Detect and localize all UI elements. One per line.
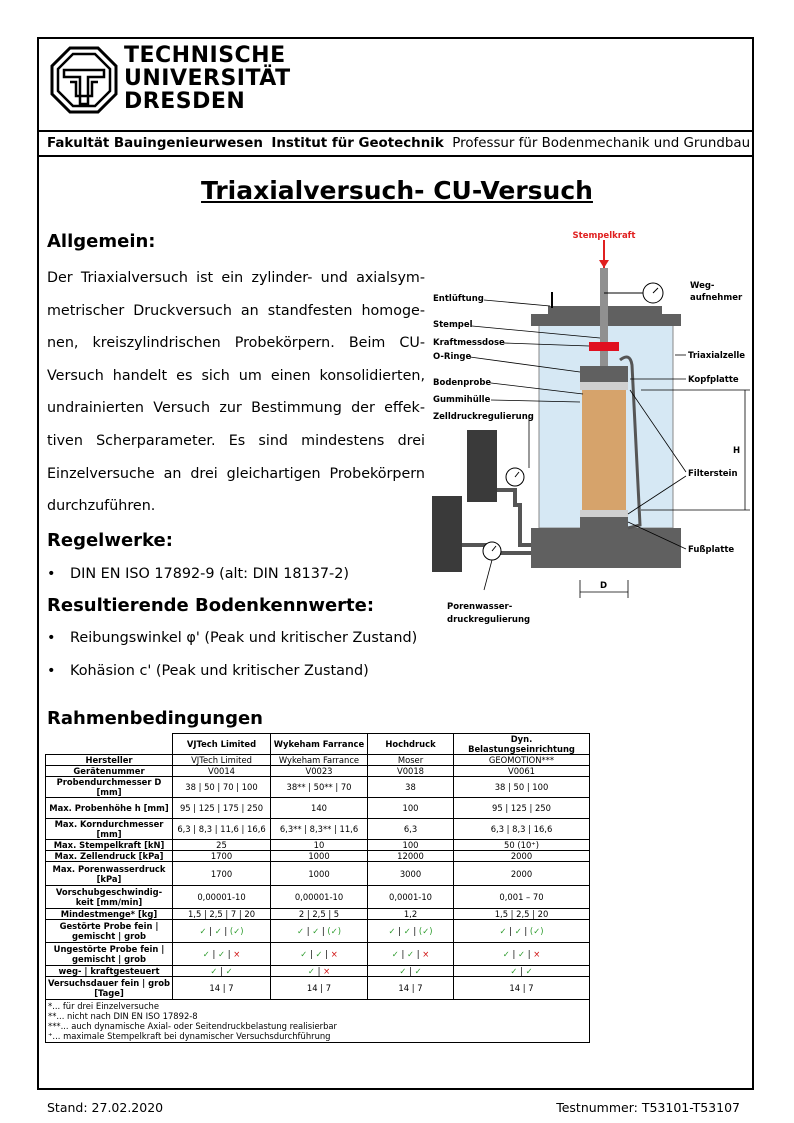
check-icon: (✓) (529, 926, 544, 936)
separator: | (212, 949, 216, 959)
bullet-icon: • (47, 566, 56, 582)
cell: 38 (368, 777, 454, 798)
check-icon: ✓ (517, 949, 526, 959)
label-weg2: aufnehmer (690, 293, 743, 303)
cell: 2 | 2,5 | 5 (271, 909, 368, 920)
cell: 10 (271, 840, 368, 851)
separator: | (416, 949, 420, 959)
col-header: Dyn. Belastungseinrichtung (454, 734, 590, 755)
table-row (46, 966, 590, 977)
separator: | (409, 966, 412, 976)
row-label: Gestörte Probe fein | gemischt | grob (46, 920, 173, 943)
label-triaxialzelle: Triaxialzelle (688, 351, 746, 361)
cell: 1,5 | 2,5 | 7 | 20 (173, 909, 271, 920)
cell (173, 966, 271, 977)
page-title (0, 176, 794, 205)
separator: | (309, 949, 313, 959)
rahmen-table (45, 733, 590, 1043)
cell (454, 920, 590, 943)
cell (271, 920, 368, 943)
label-kraftmessdose: Kraftmessdose (433, 338, 505, 348)
cell: Wykeham Farrance (271, 755, 368, 766)
cell: 0,00001-10 (173, 886, 271, 909)
label-stempelkraft: Stempelkraft (572, 231, 636, 241)
cell: 38 | 50 | 100 (454, 777, 590, 798)
check-icon: ✓ (399, 966, 407, 976)
cell (271, 943, 368, 966)
cell: VJTech Limited (173, 755, 271, 766)
check-icon: (✓) (229, 926, 244, 936)
cell: 12000 (368, 851, 454, 862)
check-icon: ✓ (525, 966, 533, 976)
row-label: Probendurchmesser D [mm] (46, 777, 173, 798)
check-icon: ✓ (403, 926, 411, 936)
row-label: Versuchsdauer fein | grob [Tage] (46, 977, 173, 1000)
cell (271, 966, 368, 977)
cell: 0,0001-10 (368, 886, 454, 909)
check-icon: ✓ (210, 966, 218, 976)
cell: V0061 (454, 766, 590, 777)
bullet-icon: • (47, 630, 56, 646)
label-weg1: Weg- (690, 281, 715, 291)
check-icon: ✓ (391, 949, 399, 959)
cell: 1,2 (368, 909, 454, 920)
label-entlueftung: Entlüftung (433, 294, 484, 304)
cell (173, 920, 271, 943)
check-icon: ✓ (312, 926, 320, 936)
check-icon: ✓ (199, 926, 207, 936)
separator: | (509, 926, 513, 936)
footnote: *... für drei Einzelversuche (48, 1001, 160, 1011)
cell: 38** | 50** | 70 (271, 777, 368, 798)
label-h: H (733, 446, 741, 456)
university-name (124, 44, 291, 113)
cell: 95 | 125 | 175 | 250 (173, 798, 271, 819)
cross-icon: × (533, 949, 541, 959)
footnote: ⁺... maximale Stempelkraft bei dynamischer Versuchsdurchführung (48, 1031, 331, 1041)
separator: | (317, 966, 321, 976)
row-label: Vorschubgeschwindig-keit [mm/min] (46, 886, 173, 909)
cell: V0018 (368, 766, 454, 777)
separator: | (209, 926, 213, 936)
table-row (46, 755, 590, 766)
cell: 0,001 – 70 (454, 886, 590, 909)
cell (173, 943, 271, 966)
check-icon: ✓ (225, 966, 233, 976)
cell: 1700 (173, 851, 271, 862)
allgemein-text (47, 262, 425, 523)
table-header-row (46, 734, 590, 755)
cell: 1000 (271, 851, 368, 862)
col-header: Wykeham Farrance (271, 734, 368, 755)
check-icon: ✓ (202, 949, 210, 959)
check-icon: ✓ (388, 926, 396, 936)
cell: 14 | 7 (454, 977, 590, 1000)
cell: 100 (368, 840, 454, 851)
label-d: D (600, 581, 608, 591)
row-label: Hersteller (46, 755, 173, 766)
bullet-icon: • (47, 663, 56, 679)
check-icon: ✓ (406, 949, 415, 959)
row-label: Gerätenummer (46, 766, 173, 777)
label-kopfplatte: Kopfplatte (688, 375, 739, 385)
para-line: Versuch handelt es sich um einen konsolidierten, (47, 367, 425, 384)
row-label: Max. Stempelkraft [kN] (46, 840, 173, 851)
check-icon: ✓ (307, 966, 315, 976)
check-icon: (✓) (327, 926, 341, 936)
check-icon: ✓ (297, 926, 305, 936)
check-icon: ✓ (502, 949, 510, 959)
triaxial-cell-diagram (428, 225, 758, 630)
para-line: Der Triaxialversuch ist ein zylinder- und axialsym- (47, 270, 425, 286)
cell: 140 (271, 798, 368, 819)
uni-line2: UNIVERSITÄT (124, 66, 291, 91)
row-label: Max. Probenhöhe h [mm] (46, 798, 173, 819)
cell: 38 | 50 | 70 | 100 (173, 777, 271, 798)
label-stempel: Stempel (433, 320, 473, 330)
regelwerke-heading: Regelwerke: (47, 530, 173, 551)
kennwert-text: Reibungswinkel φ' (Peak und kritischer Zustand) (70, 630, 418, 646)
row-label: Max. Porenwasserdruck [kPa] (46, 862, 173, 886)
col-header: VJTech Limited (173, 734, 271, 755)
para-line: nen, kreiszylindrischen Probekörpern. Beim CU- (47, 335, 425, 352)
cross-icon: × (233, 949, 241, 959)
uni-line3: DRESDEN (124, 89, 246, 114)
table-row (46, 798, 590, 819)
separator: | (527, 949, 531, 959)
cross-icon: × (323, 966, 331, 976)
notes-cell (46, 1000, 590, 1043)
table-row (46, 819, 590, 840)
cell: 1000 (271, 862, 368, 886)
cell (368, 920, 454, 943)
stand-date: Stand: 27.02.2020 (47, 1100, 164, 1115)
separator: | (520, 966, 523, 976)
separator: | (306, 926, 310, 936)
table-row (46, 766, 590, 777)
cell (368, 966, 454, 977)
label-gummihuelle: Gummihülle (433, 395, 491, 405)
check-icon: ✓ (514, 926, 522, 936)
cell: 6,3 | 8,3 | 11,6 | 16,6 (173, 819, 271, 840)
label-fussplatte: Fußplatte (688, 545, 735, 555)
cell: 25 (173, 840, 271, 851)
cell (454, 966, 590, 977)
check-icon: ✓ (300, 949, 308, 959)
para-line: tiven Scherparameter. Es sind mindestens drei (47, 432, 425, 449)
table-corner (46, 734, 173, 755)
para-line: durchzuführen. (47, 498, 156, 515)
separator: | (413, 926, 417, 936)
table-row (46, 909, 590, 920)
allgemein-heading: Allgemein: (47, 231, 156, 252)
label-zelldruck: Zelldruckregulierung (433, 412, 534, 422)
chair-name: Professur für Bodenmechanik und Grundbau (452, 136, 751, 151)
row-label: weg- | kraftgesteuert (46, 966, 173, 977)
cell: 95 | 125 | 250 (454, 798, 590, 819)
separator: | (398, 926, 402, 936)
label-bodenprobe: Bodenprobe (433, 378, 492, 388)
cell: V0023 (271, 766, 368, 777)
cell (368, 943, 454, 966)
table-row (46, 886, 590, 909)
label-porenwasser1: Porenwasser- (447, 602, 513, 612)
separator: | (220, 966, 223, 976)
check-icon: ✓ (414, 966, 422, 976)
cross-icon: × (330, 949, 338, 959)
cell: 1,5 | 2,5 | 20 (454, 909, 590, 920)
kennwert-text: Kohäsion c' (Peak und kritischer Zustand) (70, 663, 369, 679)
cell: Moser (368, 755, 454, 766)
cell: GEOMOTION*** (454, 755, 590, 766)
cell: 14 | 7 (173, 977, 271, 1000)
label-oringe: O-Ringe (433, 352, 472, 362)
cell: 0,00001-10 (271, 886, 368, 909)
check-icon: ✓ (214, 926, 222, 936)
separator: | (227, 949, 231, 959)
para-line: metrischer Druckversuch an standfesten homoge- (47, 302, 425, 319)
para-line: Einzelversuche an drei gleichartigen Probekörpern (47, 465, 425, 482)
check-icon: ✓ (499, 926, 507, 936)
table-row (46, 840, 590, 851)
check-icon: (✓) (418, 926, 433, 936)
separator: | (325, 949, 329, 959)
separator: | (524, 926, 528, 936)
label-porenwasser2: druckregulierung (447, 615, 531, 625)
col-header: Hochdruck (368, 734, 454, 755)
footnote: **... nicht nach DIN EN ISO 17892-8 (48, 1011, 198, 1021)
separator: | (512, 949, 516, 959)
uni-line1: TECHNISCHE (124, 43, 286, 68)
cell: 3000 (368, 862, 454, 886)
label-filterstein: Filterstein (688, 469, 738, 479)
separator: | (401, 949, 405, 959)
table-row (46, 920, 590, 943)
cross-icon: × (422, 949, 430, 959)
cell: V0014 (173, 766, 271, 777)
cell: 6,3** | 8,3** | 11,6 (271, 819, 368, 840)
page-title-text: Triaxialversuch- CU-Versuch (201, 176, 593, 205)
table-row (46, 943, 590, 966)
cell: 2000 (454, 851, 590, 862)
footnote: ***... auch dynamische Axial- oder Seitendruckbelastung realisierbar (48, 1021, 337, 1031)
cell: 100 (368, 798, 454, 819)
row-label: Mindestmenge* [kg] (46, 909, 173, 920)
rahmen-heading: Rahmenbedingungen (47, 708, 263, 729)
check-icon: ✓ (217, 949, 226, 959)
institute-name: Institut für Geotechnik (271, 136, 444, 151)
separator: | (224, 926, 228, 936)
cell: 50 (10⁺) (454, 840, 590, 851)
faculty-band (37, 130, 754, 157)
row-label: Max. Zellendruck [kPa] (46, 851, 173, 862)
table-row (46, 862, 590, 886)
row-label: Max. Korndurchmesser [mm] (46, 819, 173, 840)
cell: 1700 (173, 862, 271, 886)
table-row (46, 977, 590, 1000)
test-number: Testnummer: T53101-T53107 (556, 1100, 740, 1115)
check-icon: ✓ (510, 966, 518, 976)
check-icon: ✓ (315, 949, 323, 959)
row-label: Ungestörte Probe fein | gemischt | grob (46, 943, 173, 966)
regelwerk-text: DIN EN ISO 17892-9 (alt: DIN 18137-2) (70, 566, 349, 582)
table-row (46, 851, 590, 862)
cell: 6,3 (368, 819, 454, 840)
cell: 2000 (454, 862, 590, 886)
cell: 14 | 7 (368, 977, 454, 1000)
para-line: undrainierten Versuch zur Bestimmung der effek- (47, 400, 425, 417)
cell: 6,3 | 8,3 | 16,6 (454, 819, 590, 840)
faculty-name: Fakultät Bauingenieurwesen (47, 136, 263, 151)
separator: | (321, 926, 325, 936)
tu-dresden-logo (50, 46, 118, 114)
kennwerte-heading: Resultierende Bodenkennwerte: (47, 595, 375, 616)
cell (454, 943, 590, 966)
cell: 14 | 7 (271, 977, 368, 1000)
table-row (46, 777, 590, 798)
table-notes (46, 1000, 590, 1043)
